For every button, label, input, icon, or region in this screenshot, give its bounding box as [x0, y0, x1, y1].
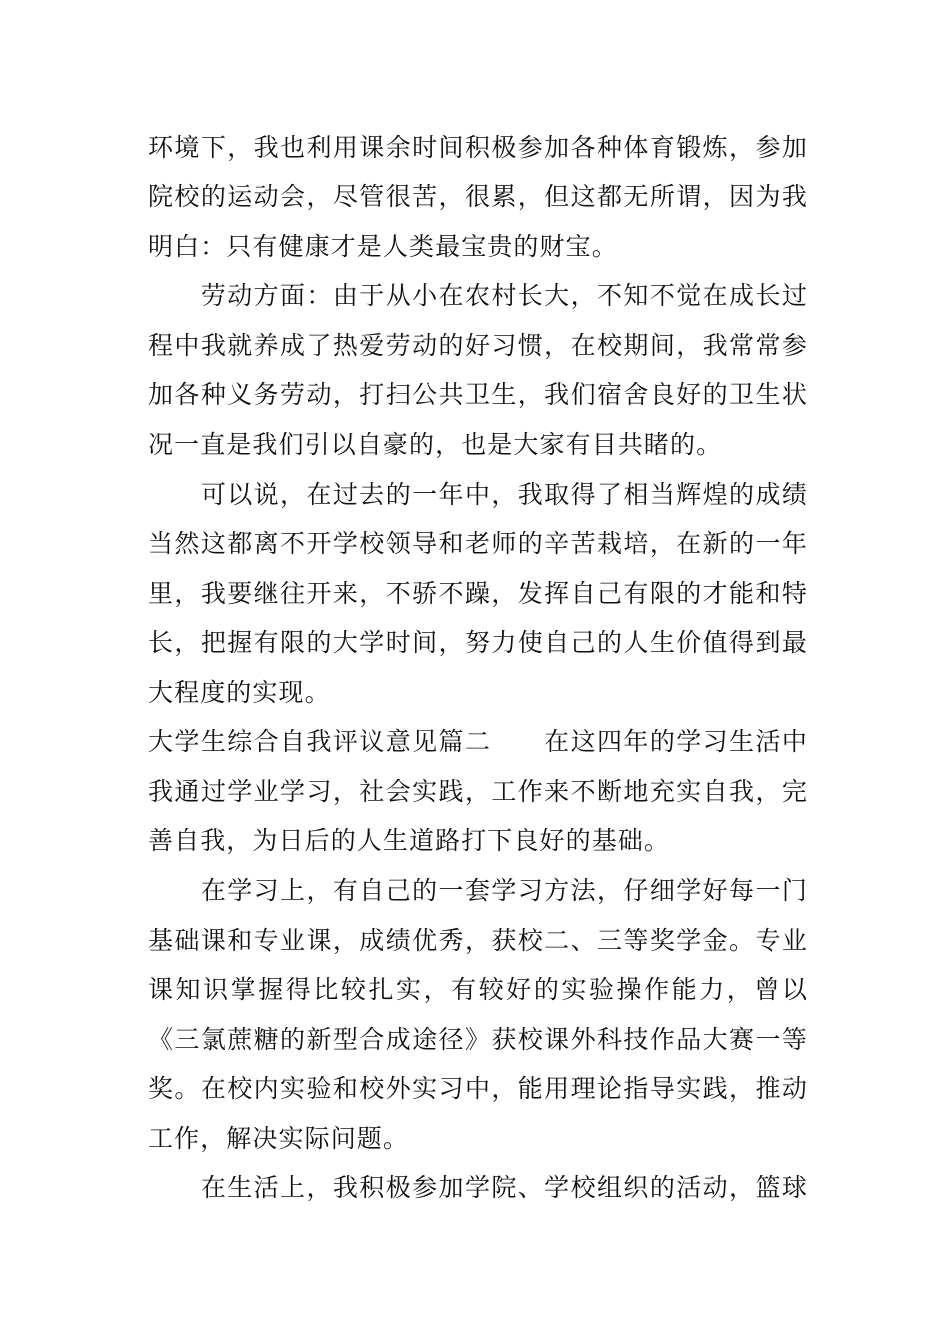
text-line: 可以说，在过去的一年中，我取得了相当辉煌的成绩 [148, 480, 808, 509]
section-heading-line: 大学生综合自我评议意见篇二 在这四年的学习生活中 [148, 727, 808, 756]
text-line: 工作，解决实际问题。 [148, 1124, 410, 1153]
text-line: 课知识掌握得比较扎实，有较好的实验操作能力，曾以 [148, 975, 808, 1004]
text-line: 在学习上，有自己的一套学习方法，仔细学好每一门 [148, 876, 808, 905]
text-line: 长，把握有限的大学时间，努力使自己的人生价值得到最 [148, 628, 808, 657]
text-line: 基础课和专业课，成绩优秀，获校二、三等奖学金。专业 [148, 926, 808, 955]
text-line: 奖。在校内实验和校外实习中，能用理论指导实践，推动 [148, 1074, 808, 1103]
text-line: 劳动方面：由于从小在农村长大，不知不觉在成长过 [148, 281, 808, 310]
text-line: 在生活上，我积极参加学院、学校组织的活动，篮球 [148, 1173, 808, 1202]
text-line: 里，我要继往开来，不骄不躁，发挥自己有限的才能和特 [148, 579, 808, 608]
text-line: 况一直是我们引以自豪的，也是大家有目共睹的。 [148, 430, 723, 459]
text-line: 我通过学业学习，社会实践，工作来不断地充实自我，完 [148, 777, 808, 806]
text-line: 大程度的实现。 [148, 678, 331, 707]
text-line: 善自我，为日后的人生道路打下良好的基础。 [148, 826, 671, 855]
text-line: 当然这都离不开学校领导和老师的辛苦栽培，在新的一年 [148, 529, 808, 558]
text-line: 《三氯蔗糖的新型合成途径》获校课外科技作品大赛一等 [148, 1025, 808, 1054]
text-line: 环境下，我也利用课余时间积极参加各种体育锻炼，参加 [148, 133, 808, 162]
text-line: 程中我就养成了热爱劳动的好习惯，在校期间，我常常参 [148, 331, 808, 360]
text-line: 院校的运动会，尽管很苦，很累，但这都无所谓，因为我 [148, 182, 808, 211]
text-line: 明白：只有健康才是人类最宝贵的财宝。 [148, 232, 618, 261]
text-line: 加各种义务劳动，打扫公共卫生，我们宿舍良好的卫生状 [148, 380, 808, 409]
